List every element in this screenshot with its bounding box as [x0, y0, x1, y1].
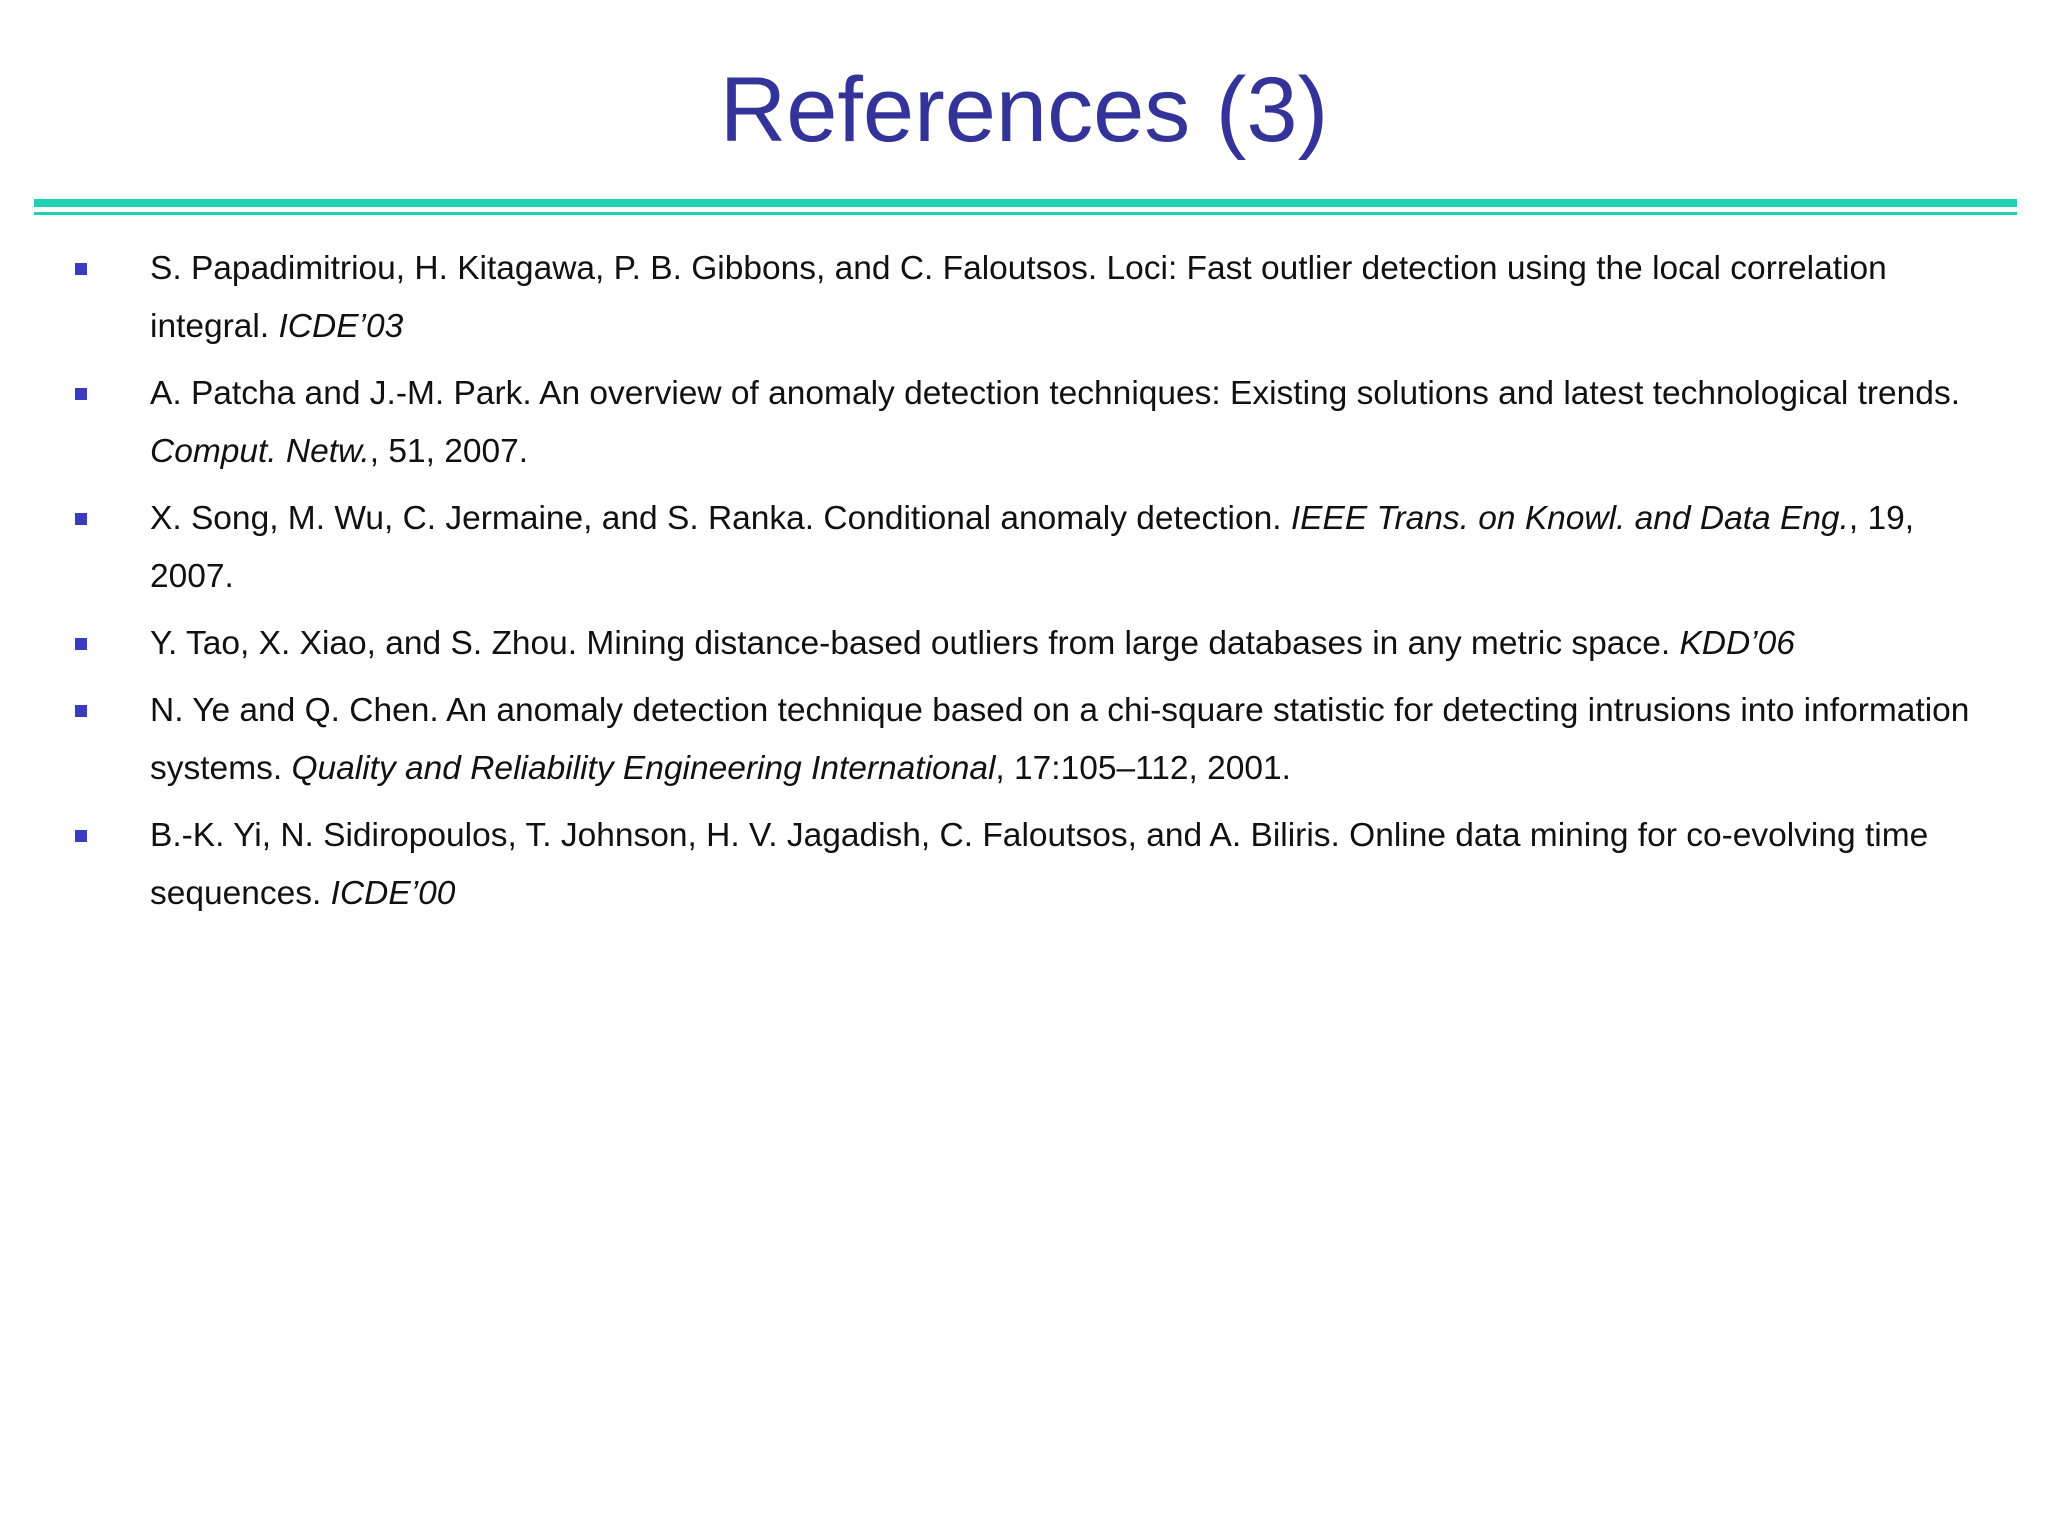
reference-tail: , 51, 2007.	[369, 433, 529, 470]
reference-venue: KDD’06	[1679, 625, 1795, 662]
reference-item	[0, 682, 2048, 798]
square-bullet-icon	[75, 388, 87, 400]
reference-text	[150, 365, 1988, 481]
slide-title: References (3)	[719, 59, 1329, 161]
reference-list	[0, 240, 2048, 932]
reference-text	[150, 490, 1988, 606]
reference-text	[150, 682, 1988, 798]
reference-text	[150, 240, 1988, 356]
reference-item	[0, 807, 2048, 923]
reference-authors-title: X. Song, M. Wu, C. Jermaine, and S. Ranka. Conditional anomaly detection.	[150, 500, 1291, 537]
reference-text	[150, 807, 1988, 923]
reference-item	[0, 365, 2048, 481]
square-bullet-icon	[75, 263, 87, 275]
reference-venue: Quality and Reliability Engineering International	[291, 750, 996, 787]
reference-venue: ICDE’03	[278, 308, 404, 345]
reference-venue: ICDE’00	[330, 875, 456, 912]
reference-tail: , 19, 2007.	[150, 500, 1915, 595]
reference-text	[150, 615, 1988, 673]
reference-authors-title: Y. Tao, X. Xiao, and S. Zhou. Mining distance-based outliers from large databases in any metric space.	[150, 625, 1680, 662]
square-bullet-icon	[75, 638, 87, 650]
title-divider-thin	[34, 212, 2017, 215]
reference-authors-title: B.-K. Yi, N. Sidiropoulos, T. Johnson, H. V. Jagadish, C. Faloutsos, and A. Biliris. Online data mining for co-evolving time sequences.	[150, 817, 1929, 912]
reference-item	[0, 240, 2048, 356]
reference-authors-title: S. Papadimitriou, H. Kitagawa, P. B. Gibbons, and C. Faloutsos. Loci: Fast outlier detection using the local correlation integral.	[150, 250, 1887, 345]
square-bullet-icon	[75, 830, 87, 842]
square-bullet-icon	[75, 705, 87, 717]
reference-venue: IEEE Trans. on Knowl. and Data Eng.	[1290, 500, 1849, 537]
reference-authors-title: N. Ye and Q. Chen. An anomaly detection technique based on a chi-square statistic for detecting intrusions into information systems.	[150, 692, 1970, 787]
square-bullet-icon	[75, 513, 87, 525]
title-divider-thick	[34, 199, 2017, 207]
reference-item	[0, 490, 2048, 606]
reference-authors-title: A. Patcha and J.-M. Park. An overview of anomaly detection techniques: Existing solutions and latest technological trends.	[150, 375, 1960, 412]
reference-item	[0, 615, 2048, 673]
reference-venue: Comput. Netw.	[150, 433, 370, 470]
reference-tail: , 17:105–112, 2001.	[995, 750, 1291, 787]
